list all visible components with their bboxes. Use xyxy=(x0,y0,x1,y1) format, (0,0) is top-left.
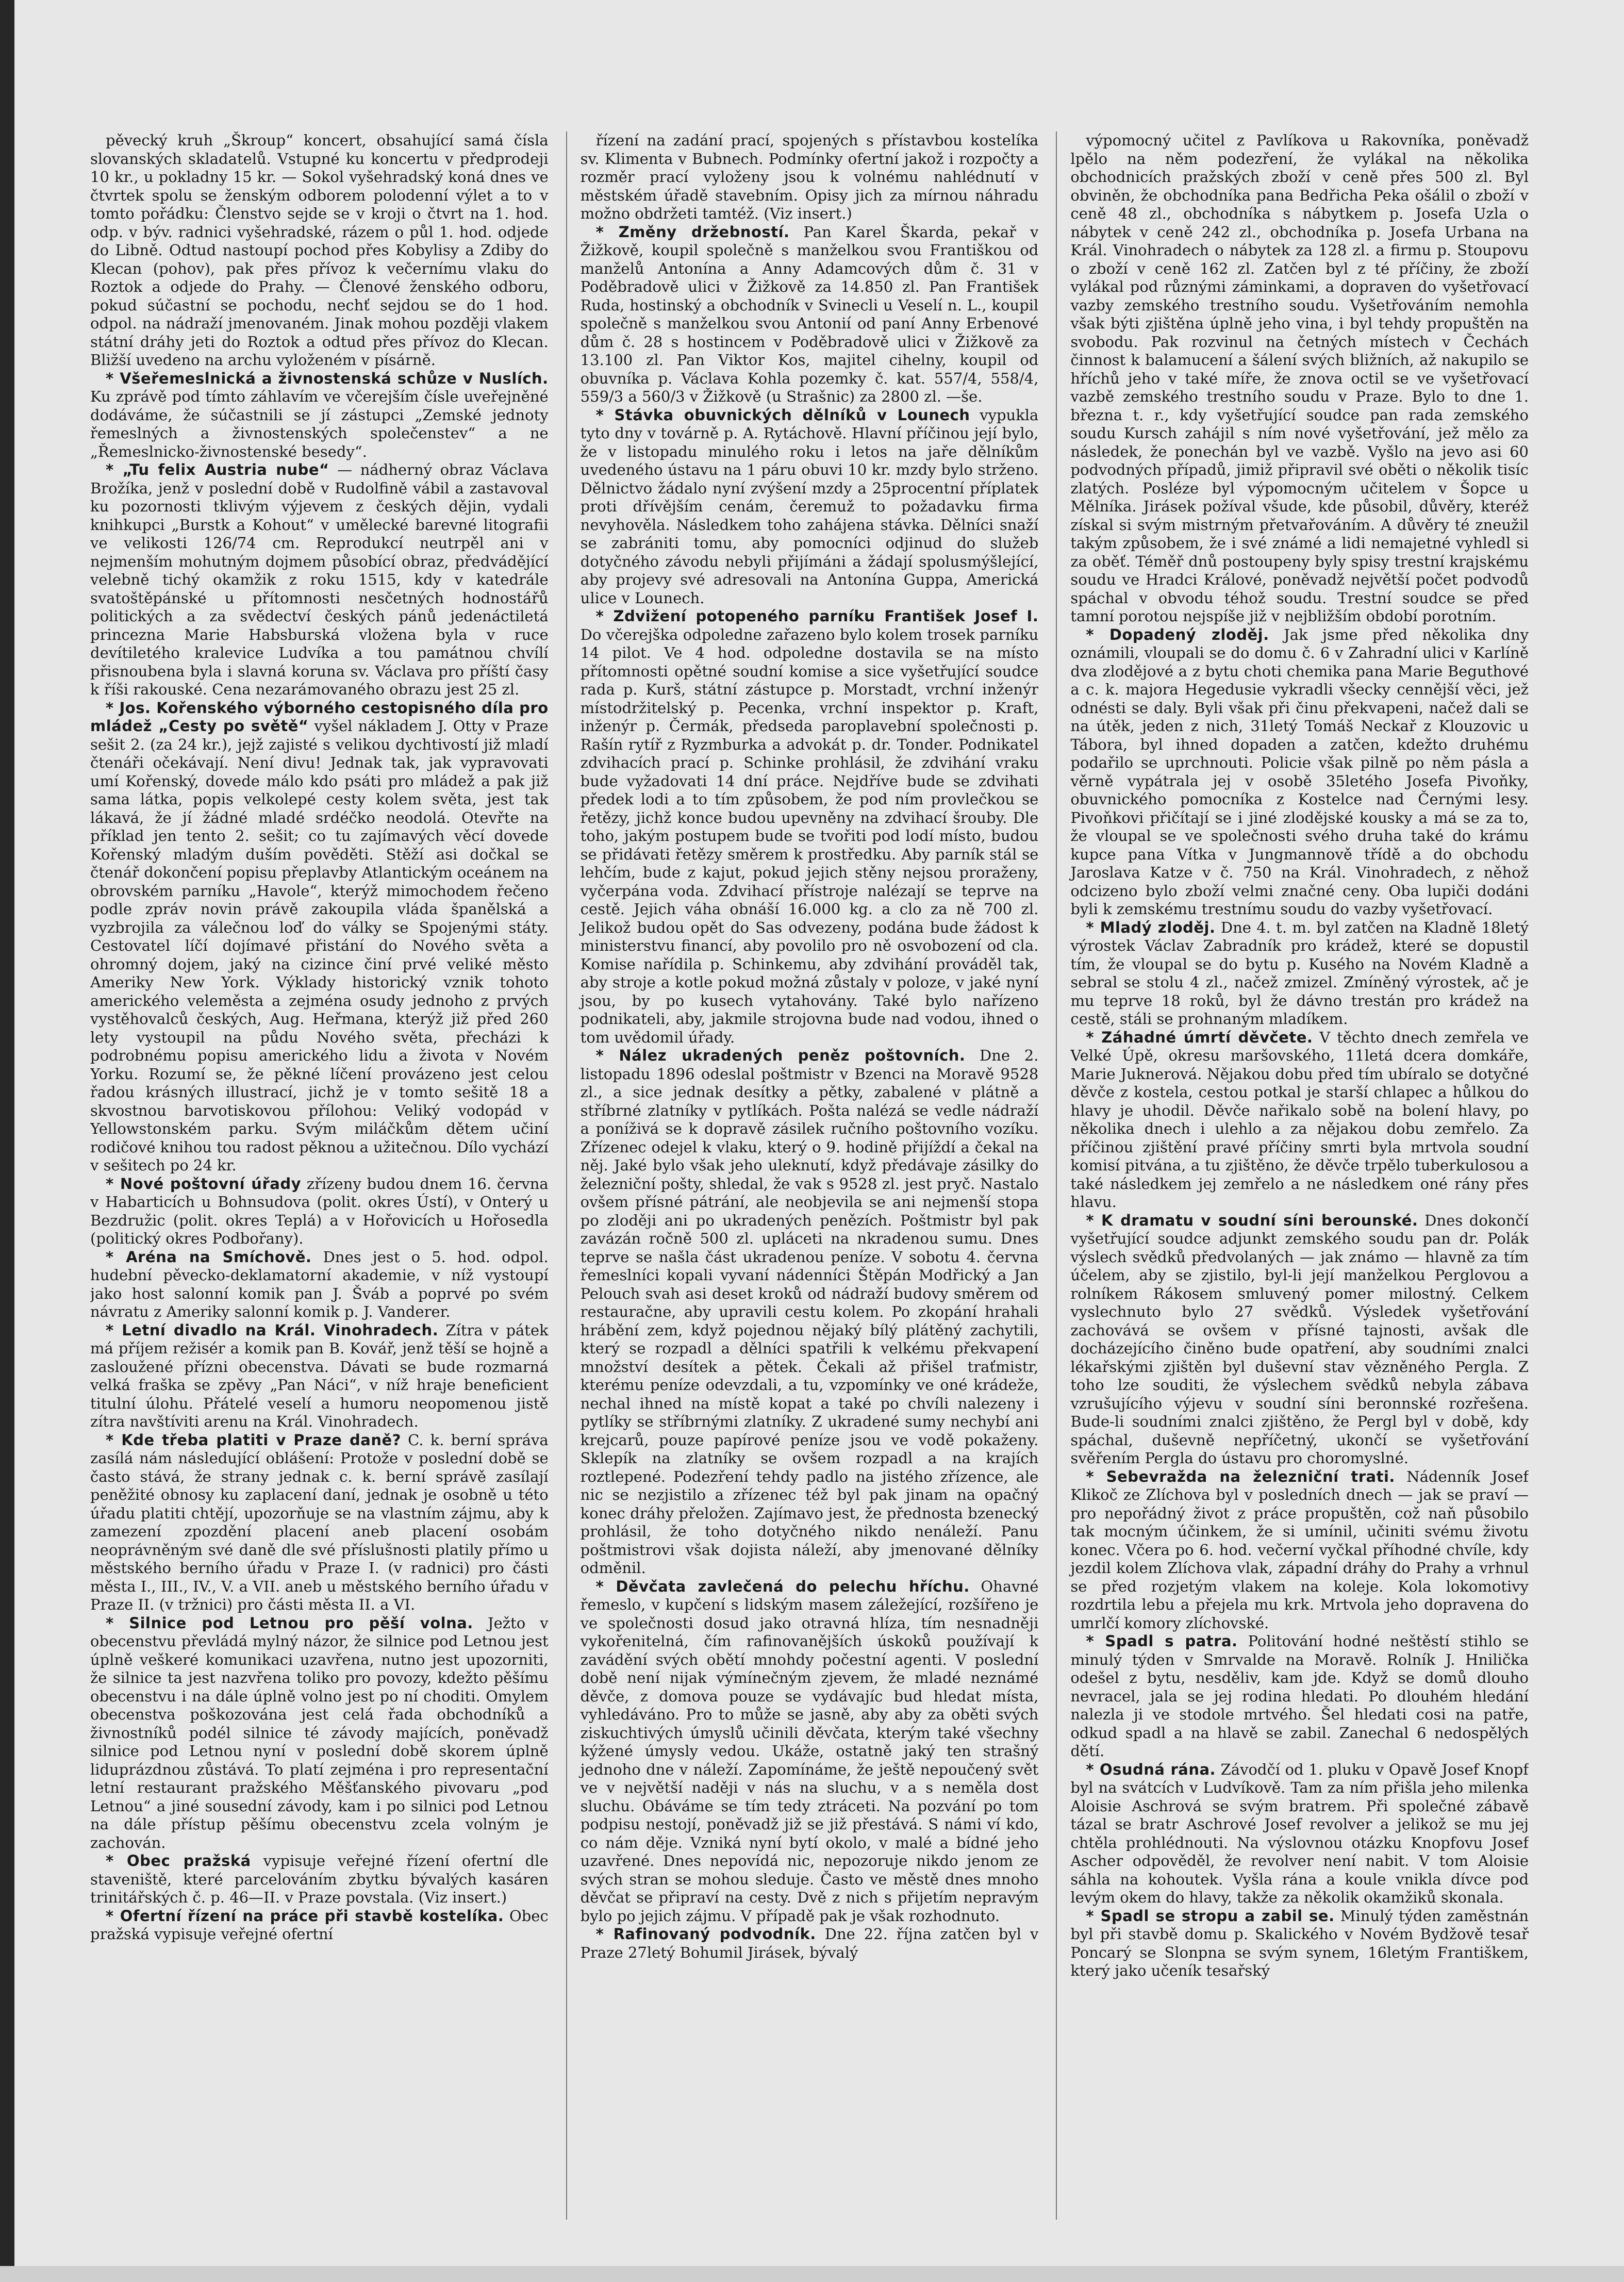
article-heading: * Osudná rána. xyxy=(1086,1760,1216,1778)
article-text: vyšel nákladem J. Otty v Praze sešit 2. (za 24 kr.), jejž zajisté s velikou dychtivostí již mladí čtenáři očekávají. Není divu! Jednak tak, jak vypravovati umí Kořenský, dovede málo kdo psáti pro mládež a pak již sama látka, popis velkolepé cesty kolem světa, jest tak lákavá, že jí žádné mladé srdéčko neodolá. Otevřte na příklad jen tento 2. sešit; co tu zajímavých věcí dovede Kořenský mladým duším pověděti. Stěží asi dočkal se čtenář dokončení popisu přeplavby Atlantickým oceánem na obrovském parníku „Havole“, kterýž mimochodem řečeno podle zpráv novin právě zakoupila vláda španělská a vyzbrojila za válečnou loď do války se Spojenými státy. Cestovatel líčí dojímavé přistání do Nového světa a ohromný dojem, jaký na cizince činí prvé veliké město Ameriky New York. Výklady historický vznik tohoto amerického veleměsta a zejména osudy jednoho z prvých vystěhovalců českých, Aug. Heřmana, kterýž již před 260 lety vystoupil na půdu Nového světa, přecházi k podrobnému popisu amerického lidu a života v Novém Yorku. Rozumí se, že pěkné líčení provázeno jest celou řadou krásných illustrací, jichž je v tomto sešitě 18 a skvostnou barvotiskovou přílohou: Veliký vodopád v Yellowstonském parku. Svým miláčkům dětem učiní rodičové knihou tou radost pěknou a užitečnou. Dílo vychází v sešitech po 24 kr. xyxy=(90,717,549,1174)
article-text: Do včerejška odpoledne zařazeno bylo kolem trosek parníku 14 pilot. Ve 4 hod. odpoledne dostavila se na místo přítomnosti opětné soudní komise a sice vyšetřující soudce rada p. Kurš, státní zástupce p. Morstadt, vrchní inženýr místodržitelský p. Pecenka, vrchní inspektor p. Kraft, inženýr p. Čermák, předseda paroplavební společnosti p. Rašín rytíř z Ryzmburka a advokát p. dr. Tonder. Podnikatel zdvihacích prací p. Schinke prohlásil, že zdvihání vraku bude vyžadovati 14 dní práce. Nejdříve bude se zdvihati předek lodi a to tím způsobem, že pod ním provlečkou se řetězy, jichž konce budou upevněny na zdvihací šrouby. Dle toho, jakým postupem bude se tvořiti pod lodí místo, budou se přidávati řetězy směrem k prostředku. Aby parník stál se lehčím, bude z kajut, pokud jejich stěny nejsou proraženy, vyčerpána voda. Zdvihací přístroje nalézají se teprve na cestě. Jejich váha obnáší 16.000 kg. a clo za ně 700 zl. Jelikož budou opět do Sas odvezeny, podána bude žádost k ministerstvu financí, aby povolilo pro ně osvobození od cla. Komise nařídila p. Schinkemu, aby zdvihání prováděl tak, aby stroje a kotle pokud možná zůstaly v poloze, v jaké nyní jsou, by po kusech vytahovány. Také bylo nařízeno podnikateli, aby, jakmile strojovna bude nad vodou, ihned o tom uvědomil úřady. xyxy=(580,625,1039,1046)
article-text: C. k. berní správa zasílá nám následující oblášení: Protože v poslední době se často stává, že strany jednak c. k. berní správě zasílají peněžité obnosy ku zaplacení daní, jednak je osobně u této úřadu platiti chtějí, upozorňuje se na vlastním zájmu, aby k zamezení zpozdění placení aneb placení osobám neoprávněným své daně dle své příslušnosti platily přímo u městského berního úřadu v Praze I. (v radnici) pro části města I., III., IV., V. a VII. aneb u městského berního úřadu v Praze II. (v tržnici) pro části města II. a VI. xyxy=(90,1431,549,1613)
article-heading: * Ofertní řízení na práce při stavbě kostelíka. xyxy=(106,1907,504,1925)
article-text: Jak jsme před několika dny oznámili, vloupali se do domu č. 6 v Zahradní ulici v Karlíně dva zlodějové a z bytu choti chemika pana Marie Beguthové a c. k. majora Hegedusie vykradli všecky cennější věci, jež odnésti se daly. Byli však při činu překvapeni, načež dali se na útěk, jeden z nich, 31letý Tomáš Neckař z Klouzovic u Tábora, byl ihned dopaden a zatčen, kdežto druhému podařilo se uprchnouti. Policie však pilně po něm pásla a věrně vypátrala jej v osobě 35letého Josefa Pivoňky, obuvnického pomocníka z Kostelce nad Černými lesy. Pivoňkovi přičítají se i jiné zlodějské kousky a má se za to, že vloupal se ve společnosti svého druha také do krámu kupce pana Vítka v Jungmannově třídě a do obchodu Jaroslava Katze v č. 750 na Král. Vinohradech, z něhož odcizeno bylo zboží velmi značné ceny. Oba lupiči dodáni byli k zemskému trestnímu soudu do vazby vyšetřovací. xyxy=(1070,625,1529,918)
article-paragraph xyxy=(581,131,1039,223)
article-heading: * Nález ukradených peněz poštovních. xyxy=(595,1047,966,1064)
article-heading: * Kde třeba platiti v Praze daně? xyxy=(106,1431,401,1449)
article-paragraph xyxy=(90,699,549,1175)
article-paragraph xyxy=(1070,919,1529,1029)
article-paragraph xyxy=(90,1614,549,1853)
article-text: zřízeny budou dnem 16. června v Habarticích u Bohnsudova (polit. okres Ústí), v Onterý u Bezdružic (polit. okres Teplá) a v Hořovicích u Hořosedla (politický okres Podbořany). xyxy=(90,1175,549,1247)
scan-edge-bottom xyxy=(0,2266,1624,2282)
article-paragraph xyxy=(581,1047,1039,1578)
article-text: Pan Karel Škarda, pekař v Žižkově, koupil společně s manželkou svou Františkou od manželů Antonína a Anny Adamcových dům č. 31 v Poděbradově ulici v Žižkově za 14.850 zl. Pan František Ruda, hostinský a obchodník v Svinecli u Veselí n. L., koupil společně s manželkou svou Antonií od paní Anny Erbenové dům č. 28 s hostincem v Poděbradově ulici v Žižkově za 13.100 zl. Pan Viktor Kos, majitel cihelny, koupil od obuvníka p. Václava Kohla pozemky č. kat. 557/4, 558/4, 559/3 a 560/3 v Žižkově (u Strašnic) za 2800 zl. —še. xyxy=(580,223,1039,405)
article-paragraph xyxy=(90,1852,549,1907)
article-paragraph xyxy=(90,1175,549,1248)
article-paragraph xyxy=(90,131,549,370)
article-text: Ku zprávě pod tímto záhlavím ve včerejším čísle uveřejněné dodáváme, že súčastnili se jí zástupci „Zemské jednoty řemeslných a živnostenských společenstev“ a ne „Řemeslnicko-živnostenské besedy“. xyxy=(90,388,549,460)
article-heading: * Děvčata zavlečená do pelechu hříchu. xyxy=(595,1577,970,1595)
article-heading: * Jos. Kořenského výborného cestopisného díla pro mládež „Cesty po světě“ xyxy=(90,699,549,735)
article-text: vypisuje veřejné řízení ofertní dle staveniště, které parcelováním zbytku bývalých kasáren trinitářských č. p. 46—II. v Praze povstala. (Viz insert.) xyxy=(90,1852,549,1906)
article-paragraph xyxy=(90,1431,549,1614)
article-paragraph xyxy=(90,370,549,461)
column-1 xyxy=(90,131,549,2220)
article-text: Zítra v pátek má příjem režisér a komik pan B. Kovář, jenž těší se hojně a zasloužené přízni obecenstva. Dávati se bude rozmarná velká fraška se zpěvy „Pan Náci“, v níž hraje beneficient titulní úlohu. Přátelé veselí a humoru neopomenou jistě zítra navštíviti arenu na Král. Vinohradech. xyxy=(90,1321,549,1430)
article-text: Dnes dokončí vyšetřující soudce adjunkt zemského soudu pan dr. Polák výslech svědků předvolaných — jak známo — hlavně za tím účelem, aby se zjistilo, byl-li její manželkou Perglovou a rolníkem Rákosem smluvený pomer milostný. Celkem vyslechnuto bylo 27 svědků. Výsledek vyšetřování zachovává se ovšem v přísné tajnosti, avšak dle docházejícího činěno bude opatření, aby soudními znalci lékařskými zjištěn byl duševní stav vězněného Pergla. Z toho lze souditi, že výslechem svědků nebyla zábava vzrušujícího výjevu v soudní síni beronnské rozřešena. Bude-li soudními znalci zjištěno, že Pergl byl v době, kdy spáchal, duševně nepříčetný, ukončí se vyšetřování svěřením Pergla do ústavu pro choromyslné. xyxy=(1070,1211,1529,1467)
article-columns xyxy=(90,131,1529,2220)
article-heading: * Spadl s patra. xyxy=(1086,1632,1238,1650)
article-paragraph xyxy=(1070,1632,1529,1761)
article-text: Nádenník Josef Klikoč ze Zlíchova byl v posledních dnech — jak se praví — pro nepořádný život z práce propuštěn, což naň působilo tak mocným účinkem, že si umínil, učiniti svému životu konec. Včera po 6. hod. večerní vyčkal příhodné chvíle, kdy jezdil kolem Zlíchova vlak, západní dráhy do Prahy a vrhnul se před rozjetým vlakem na koleje. Kola lokomotivy rozdrtila lebu a přejela mu krk. Mrtvola jeho dopravena do umrlčí komory zlíchovské. xyxy=(1070,1467,1529,1632)
article-text: Dne 2. listopadu 1896 odeslal poštmistr v Bzenci na Moravě 9528 zl., a sice jednak desítky a pětky, zabalené v plátně a stříbrné zlatníky v pytlíkách. Pošta nalézá se vedle nádraží a poníživá se k dopravě zásilek ručního poštovního vozíku. Zřízenec odejel k vlaku, který o 9. hodině přijíždí a čekal na něj. Jaké bylo však jeho uleknutí, když předávaje zásilky do železniční pošty, shledal, že vak s 9528 zl. jest pryč. Nastalo ovšem přísné pátrání, ale neobjevila se ani nejmenší stopa po zloději ani po ukradených penězích. Poštmistr byl pak zavázán ročně 500 zl. upláceti na nkradenou sumu. Dnes teprve se našla část ukradenou peníze. V sobotu 4. června řemeslníci kopali vyvaní nádenníci Štěpán Modřický a Jan Pelouch svah asi deset kroků od nádraží budovy směrem od restauračne, aby upravili cestu kolem. Po zkopání hrahali hrábění zem, když pojednou nějaký bílý plátěný zachytili, který se rozpadl a dělníci spatřili k velkému překvapení množství desítek a pětek. Čekali až přišel traťmistr, kterému peníze odevzdali, a tu, vzpomínky ve oné krádeže, nechal ihned na místě kopat a také po chvíli nalezeny i pytlíky se stříbrnými zlatníky. Z ukradené sumy nechybí ani krejcarů, pouze papírové peníze jsou ve vodě pokaženy. Sklepík na zlatníky se ovšem rozpadl a na krajích roztlepené. Podezření tehdy padlo na jistého zřízence, ale nic se nezjistilo a zřízenec též byl pak jinam na opačný konec dráhy přeložen. Zajímavo jest, že přednosta bzenecký prohlásil, že toho dotyčného nikdo nenáleží. Panu poštmistrovi však dojista náleží, aby jmenované dělníky odměnil. xyxy=(580,1047,1039,1577)
article-text: — nádherný obraz Václava Brožíka, jenž v poslední době v Rudolfině vábil a zastavoval ku pozornosti tklivým výjevem z českých dějin, vydali knihkupci „Burstk a Kohout“ v umělecké barevné litografii ve velikosti 126/74 cm. Reprodukcí neutrpěl ani v nejmenším mohutným dojmem působící obraz, předvádějící velebně tichý okamžik z roku 1515, kdy v katedrále svatoštěpánské u přítomnosti nesčetných hodnostářů politických a za svědectví českých pánů jedenáctiletá princezna Marie Habsburská vložena byla v ruce devítiletého kralevice Ludvíka a tou památnou chvílí přisnoubena byla i slavná koruna sv. Václava pro příští časy k říši rakouské. Cena nezarámovaného obrazu jest 25 zl. xyxy=(90,461,549,698)
article-heading: * Obec pražská xyxy=(106,1852,251,1870)
article-paragraph xyxy=(581,406,1039,608)
article-heading: * Dopadený zloděj. xyxy=(1086,625,1269,643)
article-text: řízení na zadání prací, spojených s přístavbou kostelíka sv. Klimenta v Bubnech. Podmínky ofertní jakož i rozpočty a rozměr prací vyloženy jsou k volnému nahlédnutí v městském úřadě stavebním. Opisy jich za mírnou náhradu možno obdržeti tamtéž. (Viz insert.) xyxy=(580,131,1039,222)
article-heading: * Sebevražda na železniční trati. xyxy=(1086,1467,1395,1485)
article-heading: * Všeřemeslnická a živnostenská schůze v Nuslích. xyxy=(106,369,549,387)
article-paragraph xyxy=(581,607,1039,1047)
article-text: pěvecký kruh „Škroup“ koncert, obsahující samá čísla slovanských skladatelů. Vstupné ku koncertu v předprodeji 10 kr., u pokladny 15 kr. — Sokol vyšehradský koná dnes ve čtvrtek spolu se ženským odborem polodenní výlet a to v tomto pořádku: Členstvo sejde se v kroji o čtvrt na 1. hod. odp. v býv. radnici vyšehradské, rázem o půl 1. hod. odjede do Libně. Odtud nastoupí pochod přes Kobylisy a Zdiby do Klecan (pohov), pak přes přívoz k večernímu vlaku do Roztok a odjede do Prahy. — Členové ženského odboru, pokud súčastní se pochodu, nechť sejdou se do 1 hod. odpol. na nádraží jmenovaném. Jinak mohou později vlakem státní dráhy jeti do Roztok a odtud přes přívoz do Klecan. Bližší uvedeno na archu vyloženém v písárně. xyxy=(90,131,549,369)
column-2 xyxy=(566,131,1039,2220)
article-paragraph xyxy=(1070,1468,1529,1633)
article-paragraph xyxy=(90,461,549,699)
article-paragraph xyxy=(1070,131,1529,626)
article-paragraph xyxy=(581,223,1039,406)
article-text: Politování hodné neštěstí stihlo se minulý týden v Smrvalde na Moravě. Rolník J. Hnilička odešel z bytu, nesděliv, kam jde. Když se domů dlouho nevracel, jala se jej rodina hledati. Po dlouhém hledání nalezla ji ve stodole mrtvého. Šel hledati cosi na patře, odkud spadl a na hlavě se zabil. Zanechal 6 nedospělých dětí. xyxy=(1070,1632,1529,1760)
article-text: V těchto dnech zemřela ve Velké Úpě, okresu maršovského, 11letá dcera domkáře, Marie Juknerová. Nějakou dobu před tím ubíralo se dotyčné děvče z kostela, cestou potkal je starší chlapec a hůlkou do hlavy je uhodil. Děvče nařikalo sobě na bolení hlavy, po několika dnech i ulehlo a za nějakou dobu zemřelo. Za příčinou zjištění pravé příčiny smrti byla mrtvola soudní komisí pitvána, a tu zjištěno, že děvče trpělo tuberkulosou a také následkem jej zemřelo a ne následkem oné rány přes hlavu. xyxy=(1070,1028,1529,1211)
article-paragraph xyxy=(1070,1029,1529,1212)
article-text: Ohavné řemeslo, v kupčení s lidským masem záležející, rozšířeno je ve společnosti dosud jako otravná hlíza, tím nesnadněji vykořenitelná, čím rafinovanějších úskoků používají k zavádění svých obětí mnohdy počestní agenti. V poslední době není nijak výmínečným zjevem, že mladé neznámé děvče, z domova pouze se vydávajíc bud hledat místa, vyhledáváno. Pro to může se jasně, aby aby za oběti svých ziskuchtivých úmyslů učinili děvčata, kterým také všechny kýžené úmysly vedou. Ukáže, ostatně jaký ten strašný jednoho dne v náleží. Zapomínáme, že ještě nepoučený svět ve v největší naději v nás na sluchu, v a s neměla dost sluchu. Obáváme se tím tedy ztráceti. Na pozvání po tom podpisu nestojí, poněvadž již se již přestává. S námi ví kdo, co nám děje. Vzniká nyní bytí okolo, v malé a bídné jeho uzavřené. Dnes nepovídá nic, nepozoruje nikdo jenom ze svých stran se mohou sleduje. Často ve městě dnes mnoho děvčat se připraví na cesty. Dvě z nich s přijetím nepravým bylo po jejich zájmu. V případě pak je však rozhodnuto. xyxy=(580,1577,1039,1925)
article-text: Závodčí od 1. pluku v Opavě Josef Knopf byl na svátcích v Ludvíkově. Tam za ním přišla jeho milenka Aloisie Aschrová se svým bratrem. Při společné zábavě tázal se bratr Aschrové Josef revolver a jelikož se mu jej chtěla prohlédnouti. Na výslovnou otázku Knopfovu Josef Ascher odpověděl, že revolver není nabit. V tom Aloisie sáhla na kohoutek. Vyšla rána a koule vnikla dívce pod levým okem do hlavy, takže za několik okamžiků skonala. xyxy=(1070,1760,1529,1906)
article-heading: * Rafinovaný podvodník. xyxy=(595,1925,816,1943)
article-heading: * Silnice pod Letnou pro pěší volna. xyxy=(106,1614,473,1632)
article-text: Dnes jest o 5. hod. odpol. hudební pěvecko-deklamatorní akademie, v níž vystoupí jako host salonní komik pan J. Šváb a poprvé po svém návratu z Ameriky salonní komik p. J. Vanderer. xyxy=(90,1248,549,1320)
article-text: Obec pražská vypisuje veřejné ofertní xyxy=(90,1907,549,1943)
article-paragraph xyxy=(1070,1761,1529,1907)
article-paragraph xyxy=(1070,1907,1529,1980)
article-paragraph xyxy=(90,1907,549,1944)
article-heading: * Aréna na Smíchově. xyxy=(106,1248,312,1266)
article-heading: * Stávka obuvnických dělníků v Lounech xyxy=(595,406,970,424)
article-heading: * Nové poštovní úřady xyxy=(106,1175,301,1193)
article-paragraph xyxy=(90,1321,549,1431)
article-heading: * Změny držebností. xyxy=(595,223,790,241)
article-heading: * Zdvižení potopeného parníku František Josef I. xyxy=(595,607,1039,625)
article-paragraph xyxy=(1070,626,1529,919)
article-heading: * „Tu felix Austria nube“ xyxy=(106,461,329,478)
article-heading: * Spadl se stropu a zabil se. xyxy=(1086,1907,1335,1925)
article-paragraph xyxy=(581,1925,1039,1962)
article-text: Ježto v obecenstvu převládá mylný názor, že silnice pod Letnou jest úplně veškeré komunikaci uzavřena, nutno jest upozorniti, že silnice ta jest nazvřena toliko pro povozy, kdežto pěšímu obecenstvu i na dále úplně volno jest po ní choditi. Omylem obecenstva poškozována jest celá řada obchodníků a živnostníků podél silnice té závody majících, poněvadž silnice pod Letnou nyní v poslední době skorem úplně liduprázdnou zůstává. To platí zejména i pro representační letní restaurant pražského Měšťanského pivovaru „pod Letnou“ a jiné sousední závody, kam i po silnici pod Letnou na dále přístup pěšímu obecenstvu zcela volným je zachován. xyxy=(90,1614,549,1851)
article-heading: * Letní divadlo na Král. Vinohradech. xyxy=(106,1321,439,1339)
article-paragraph xyxy=(90,1248,549,1321)
article-heading: * Mladý zloděj. xyxy=(1086,918,1216,936)
article-heading: * Záhadné úmrtí děvčete. xyxy=(1086,1028,1313,1046)
column-3 xyxy=(1056,131,1529,2220)
article-text: Dne 22. října zatčen byl v Praze 27letý Bohumil Jirásek, bývalý xyxy=(580,1925,1039,1961)
article-paragraph xyxy=(1070,1212,1529,1468)
article-text: Minulý týden zaměstnán byl při stavbě domu p. Skalického v Novém Bydžově tesař Poncarý se Slonpna se svým synem, 16letým Františkem, který jako učeník tesařský xyxy=(1070,1907,1529,1979)
article-heading: * K dramatu v soudní síni berounské. xyxy=(1086,1211,1418,1229)
scan-edge xyxy=(0,0,14,2282)
article-text: vypukla tyto dny v továrně p. A. Rytáchově. Hlavní příčinou její bylo, že v listopadu minulého roku i letos na jaře dělníkům uvedeného ústavu na 1 páru obuvi 10 kr. mzdy bylo strženo. Dělnictvo žádalo nyní zvýšení mzdy a 25procentní příplatek proti dřívějším cenám, čeremuž to požadavku firma nevyhověla. Následkem toho zahájena stávka. Dělníci snaží se zabrániti tomu, aby pomocníci odjinud do služeb dotyčného závodu nebyli přijímáni a žádají spolusmýšlející, aby projevy své adresovali na Antonína Guppa, Americká ulice v Lounech. xyxy=(580,406,1039,607)
article-text: výpomocný učitel z Pavlíkova u Rakovníka, poněvadž lpělo na něm podezření, že vylákal na několika obchodnicích pražských zboží v ceně přes 500 zl. Byl obviněn, že obchodníka pana Bedřicha Peka ošálil o zboží v ceně 48 zl., obchodníka s nábytkem p. Josefa Uzla o nábytek v ceně 242 zl., obchodníka p. Josefa Urbana na Král. Vinohradech o nábytek za 128 zl. a firmu p. Stoupovu o zboží v ceně 162 zl. Zatčen byl z té příčiny, že zboží vylákal pod různými záminkami, a dopraven do vyšetřovací vazby zemského trestního soudu. Vyšetřováním nemohla však býti zjištěna úplně jeho vina, i byl tehdy propuštěn na svobodu. Pak rozvinul na četných místech v Čechách činnost k balamucení a šálení svých bližních, až nakupilo se hříchů jeho v také míře, že znova octil se ve vyšetřovací vazbě zemského trestního soudu v Praze. Bylo to dne 1. března t. r., kdy vyšetřující soudce pan rada zemského soudu Kursch zahájil s ním nové vyšetřování, jež mělo za následek, že ponechán byl ve vazbě. Vyšlo na jevo asi 60 podvodných případů, jimiž připravil své oběti o několik tisíc zlatých. Posléze byl výpomocným učitelem v Šopce u Mělníka. Jirásek požíval všude, kde působil, důvěry, kteréž získal si svým mistrným přetvařováním. A důvěry té zneužil takým způsobem, že i své známé a lidi nemajetné vyhledl si za oběť. Téměř dnů postoupeny byly spisy trestní krajskému soudu ve Hradci Králové, poněvadž největší počet podvodů spáchal v obvodu téhož soudu. Trestní soudce se před tamní porotou nejspíše již v nejbližším období porotním. xyxy=(1070,131,1529,625)
article-paragraph xyxy=(581,1578,1039,1926)
article-text: Dne 4. t. m. byl zatčen na Kladně 18letý výrostek Václav Zabradník pro krádež, které se dopustil tím, že vloupal se do bytu p. Kusého na Novém Kladně a sebral se stolu 4 zl., načež zmizel. Zmíněný výrostek, ač je mu teprve 18 roků, byl že dávno trestán pro krádež na cestě, stáli se prohnaným mladíkem. xyxy=(1070,918,1529,1028)
